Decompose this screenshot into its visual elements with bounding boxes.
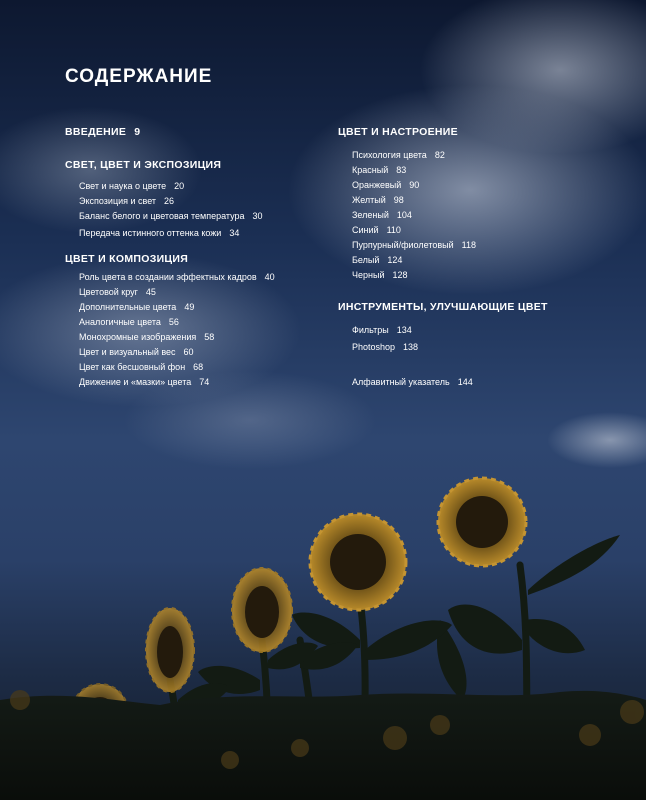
toc-entry-index[interactable] <box>338 375 638 390</box>
toc-entry[interactable] <box>65 270 335 285</box>
toc-entry-label: Белый <box>352 255 380 265</box>
toc-entry-label: Психология цвета <box>352 150 427 160</box>
toc-entry-label: Аналогичные цвета <box>79 317 161 327</box>
toc-page-number: 138 <box>403 342 419 352</box>
toc-entry[interactable] <box>338 340 638 355</box>
toc-section-heading: СВЕТ, ЦВЕТ И ЭКСПОЗИЦИЯ <box>65 159 222 171</box>
toc-entry-label: ВВЕДЕНИЕ <box>65 126 127 138</box>
toc-page-number: 104 <box>396 210 412 220</box>
toc-entry[interactable] <box>65 345 335 360</box>
toc-page-number: 58 <box>204 332 215 342</box>
sunflower-head-left <box>232 568 292 652</box>
toc-entry[interactable] <box>65 179 335 194</box>
toc-entry[interactable] <box>338 163 638 178</box>
toc-entry[interactable] <box>65 315 335 330</box>
toc-entry[interactable] <box>338 268 638 283</box>
page-title: СОДЕРЖАНИЕ <box>65 66 213 87</box>
toc-page-number: 60 <box>183 347 194 357</box>
toc-page-number: 45 <box>145 287 156 297</box>
toc-page-number: 83 <box>396 165 407 175</box>
toc-page-number: 56 <box>168 317 179 327</box>
toc-left-column <box>65 126 335 390</box>
toc-page-number: 20 <box>174 181 185 191</box>
toc-page-number: 144 <box>457 377 473 387</box>
toc-entry-label: Цвет и визуальный вес <box>79 347 176 357</box>
toc-page-number: 90 <box>409 180 420 190</box>
toc-entry-label: Дополнительные цвета <box>79 302 177 312</box>
toc-entry-intro[interactable] <box>65 126 335 139</box>
toc-entry-label: Баланс белого и цветовая температура <box>79 211 245 221</box>
toc-entry[interactable] <box>338 253 638 268</box>
toc-entry-label: Экспозиция и свет <box>79 196 157 206</box>
toc-entry[interactable] <box>338 208 638 223</box>
toc-section-heading: ИНСТРУМЕНТЫ, УЛУЧШАЮЩИЕ ЦВЕТ <box>338 301 548 313</box>
toc-entry-label: Движение и «мазки» цвета <box>79 377 192 387</box>
toc-entry[interactable] <box>338 238 638 253</box>
toc-entry[interactable] <box>338 223 638 238</box>
toc-entry-label: Цвет как бесшовный фон <box>79 362 186 372</box>
toc-entry-label: Photoshop <box>352 342 396 352</box>
toc-entry-label: Фильтры <box>352 325 389 335</box>
toc-entry[interactable] <box>338 178 638 193</box>
toc-page-number: 49 <box>184 302 195 312</box>
toc-entry-label: Синий <box>352 225 379 235</box>
toc-page-number: 98 <box>393 195 404 205</box>
toc-page-number: 40 <box>264 272 275 282</box>
toc-entry-label: Алфавитный указатель <box>352 377 450 387</box>
toc-entry[interactable] <box>65 226 335 241</box>
toc-entry-label: Красный <box>352 165 389 175</box>
sunflower-head-large <box>438 478 526 566</box>
toc-entry-label: Передача истинного оттенка кожи <box>79 228 222 238</box>
toc-entry-label: Цветовой круг <box>79 287 138 297</box>
toc-entry[interactable] <box>65 360 335 375</box>
toc-entry[interactable] <box>65 209 335 224</box>
toc-entry-label: Черный <box>352 270 385 280</box>
toc-page-number: 26 <box>164 196 175 206</box>
toc-entry[interactable] <box>338 323 638 338</box>
toc-entry-label: Роль цвета в создании эффектных кадров <box>79 272 257 282</box>
toc-page-number: 68 <box>193 362 204 372</box>
toc-entry-label: Желтый <box>352 195 386 205</box>
toc-page-number: 134 <box>396 325 412 335</box>
toc-section-heading: ЦВЕТ И НАСТРОЕНИЕ <box>338 126 458 138</box>
toc-page-number: 110 <box>386 225 401 235</box>
toc-entry-label: Оранжевый <box>352 180 402 190</box>
toc-page-number: 34 <box>229 228 240 238</box>
toc-page-number: 82 <box>434 150 445 160</box>
sunflower-head-center <box>310 514 406 610</box>
toc-entry[interactable] <box>65 300 335 315</box>
toc-entry[interactable] <box>65 330 335 345</box>
sunflower-field-ground <box>0 691 646 800</box>
toc-entry[interactable] <box>65 375 335 390</box>
toc-entry[interactable] <box>65 194 335 209</box>
toc-page-number: 118 <box>461 240 476 250</box>
toc-entry-label: Свет и наука о цвете <box>79 181 167 191</box>
toc-entry[interactable] <box>338 193 638 208</box>
toc-entry[interactable] <box>65 285 335 300</box>
toc-right-column <box>338 126 638 390</box>
sunflower-head-far-left <box>146 608 194 692</box>
toc-page-number: 30 <box>252 211 263 221</box>
toc-page-number: 124 <box>387 255 403 265</box>
toc-entry-label: Зеленый <box>352 210 389 220</box>
toc-entry-label: Монохромные изображения <box>79 332 197 342</box>
toc-entry[interactable] <box>338 148 638 163</box>
toc-page-number: 74 <box>199 377 210 387</box>
toc-entry-label: Пурпурный/фиолетовый <box>352 240 454 250</box>
toc-page-number: 9 <box>134 126 141 138</box>
toc-section-heading: ЦВЕТ И КОМПОЗИЦИЯ <box>65 253 189 265</box>
toc-page-number: 128 <box>392 270 408 280</box>
